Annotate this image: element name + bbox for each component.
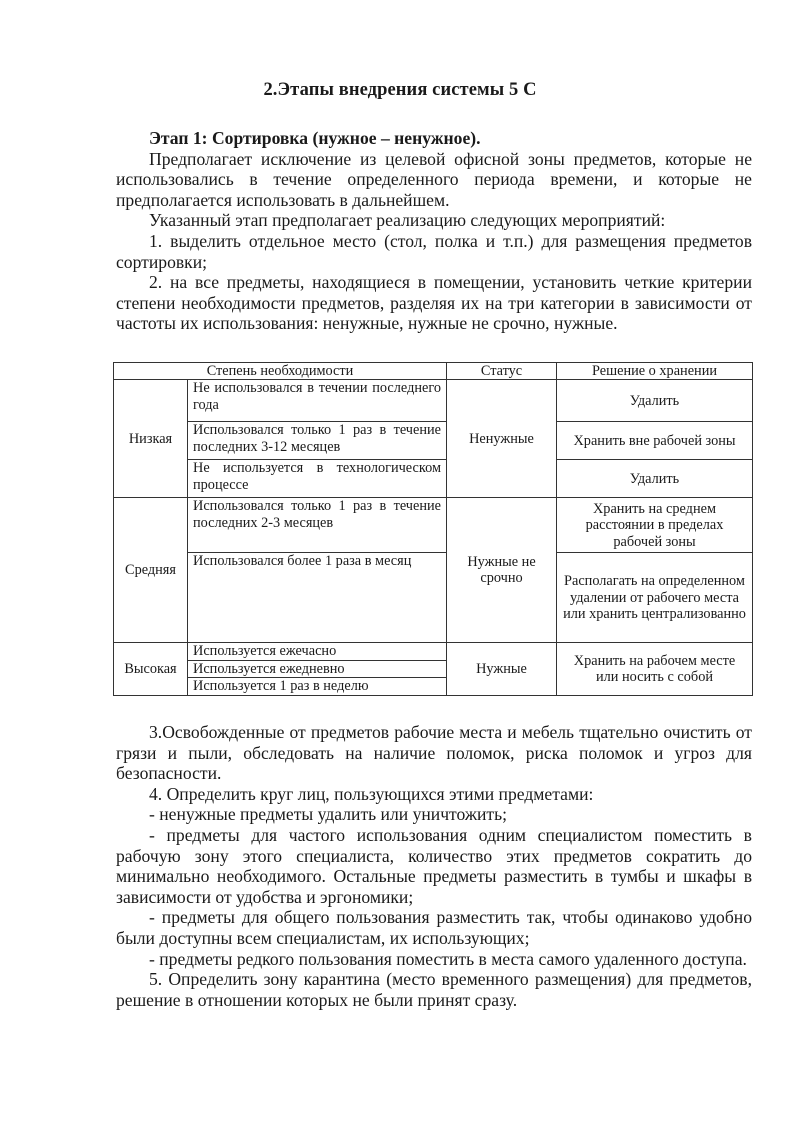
level-cell-medium: Средняя xyxy=(114,498,188,643)
criterion-cell: Использовался только 1 раз в течение последних 3-12 месяцев xyxy=(188,422,447,460)
table-row xyxy=(114,498,753,553)
table-row xyxy=(114,460,753,498)
section-title: 2.Этапы внедрения системы 5 С xyxy=(263,80,537,100)
criterion-cell: Используется 1 раз в неделю xyxy=(188,678,447,695)
measure-item-5: 5. Определить зону карантина (место временного размещения) для предметов, решение в отношении которых не были принят сразу. xyxy=(116,969,752,1010)
bullet-1: - ненужные предметы удалить или уничтожить; xyxy=(149,804,508,825)
level-cell-high: Высокая xyxy=(114,643,188,695)
status-cell-medium: Нужные не срочно xyxy=(447,498,557,643)
table-row xyxy=(114,643,753,660)
stage1-intro-paragraph: Предполагает исключение из целевой офисной зоны предметов, которые не использовались в течение определенного периода времени, и которые не предполагается использовать в дальнейшем. xyxy=(116,148,752,210)
measures-intro-paragraph: Указанный этап предполагает реализацию следующих мероприятий: xyxy=(149,210,666,231)
table-row xyxy=(114,422,753,460)
bullet-4: - предметы редкого пользования поместить в места самого удаленного доступа. xyxy=(149,948,747,969)
status-cell-low: Ненужные xyxy=(447,380,557,498)
decision-cell: Удалить xyxy=(557,460,753,498)
status-cell-high: Нужные xyxy=(447,643,557,695)
after-table-block xyxy=(116,722,752,1010)
bullet-2: - предметы для частого использования одним специалистом поместить в рабочую зону этого специалиста, количество этих предметов сократить до минимально необходимого. Остальные предметы разместить в тумбы и шкафы в зависимости от удобства и эргономики; xyxy=(116,824,752,907)
measure-item-4: 4. Определить круг лиц, пользующихся этими предметами: xyxy=(149,783,594,804)
decision-cell: Удалить xyxy=(557,380,753,422)
header-decision: Решение о хранении xyxy=(557,363,753,380)
criterion-cell: Используется ежедневно xyxy=(188,660,447,677)
criterion-cell: Не использовался в течении последнего года xyxy=(188,380,447,422)
decision-cell: Хранить вне рабочей зоны xyxy=(557,422,753,460)
table-row xyxy=(114,553,753,643)
stage1-heading: Этап 1: Сортировка (нужное – ненужное). xyxy=(149,128,481,148)
measure-item-1: 1. выделить отдельное место (стол, полка и т.п.) для размещения предметов сортировки; xyxy=(116,230,752,272)
header-necessity: Степень необходимости xyxy=(114,363,447,380)
criterion-cell: Использовался более 1 раза в месяц xyxy=(188,553,447,643)
criterion-cell: Используется ежечасно xyxy=(188,643,447,660)
bullet-3: - предметы для общего пользования разместить так, чтобы одинаково удобно были доступны всем специалистам, их использующих; xyxy=(116,907,752,948)
decision-cell: Хранить на среднем расстоянии в пределах рабочей зоны xyxy=(557,498,753,553)
criterion-cell: Использовался только 1 раз в течение последних 2-3 месяцев xyxy=(188,498,447,553)
stage1-block xyxy=(116,128,752,334)
decision-cell: Располагать на определенном удалении от рабочего места или хранить централизованно xyxy=(557,553,753,643)
table-row xyxy=(114,380,753,422)
header-status: Статус xyxy=(447,363,557,380)
level-cell-low: Низкая xyxy=(114,380,188,498)
measure-item-3: 3.Освобожденные от предметов рабочие места и мебель тщательно очистить от грязи и пыли, обследовать на наличие поломок, риска поломок и угроз для безопасности. xyxy=(116,722,752,784)
necessity-table xyxy=(113,362,753,696)
criterion-cell: Не используется в технологическом процессе xyxy=(188,460,447,498)
measure-item-2: 2. на все предметы, находящиеся в помещении, установить четкие критерии степени необходимости предметов, разделяя их на три категории в зависимости от частоты их использования: ненужные, нужные не срочно, нужные. xyxy=(116,272,752,334)
decision-cell-high: Хранить на рабочем месте или носить с собой xyxy=(557,643,753,695)
table-header-row xyxy=(114,363,753,380)
